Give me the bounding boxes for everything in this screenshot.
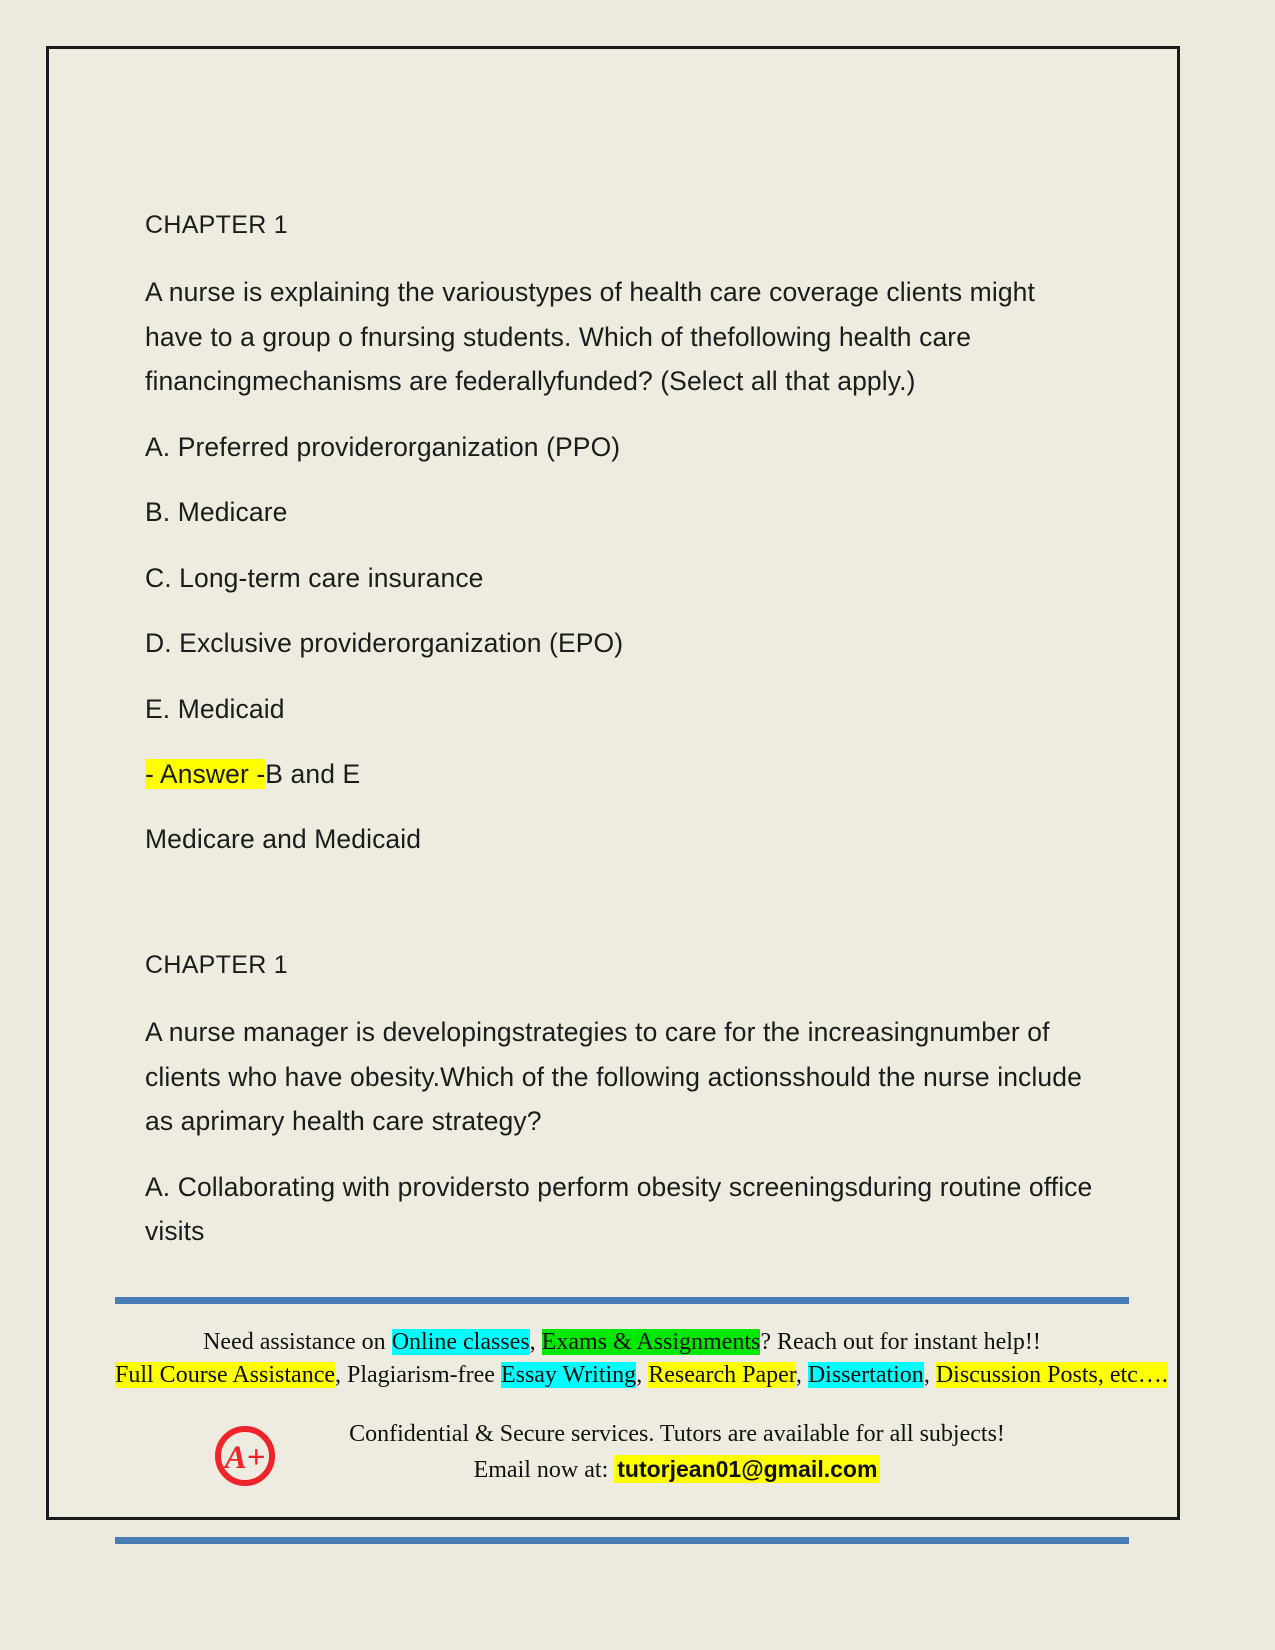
promo-l2-seg6: ,: [795, 1362, 808, 1389]
promo-l2-seg4: ,: [636, 1362, 649, 1389]
option-e-1: E. Medicaid: [145, 693, 285, 724]
promo-l1-seg5: ? Reach out for instant help!!: [760, 1329, 1041, 1355]
promo-online-classes: Online classes: [391, 1329, 530, 1355]
promo-l1-seg1: Need assistance on: [203, 1329, 392, 1355]
chapter-heading-1: CHAPTER 1: [145, 211, 289, 239]
confidential-notice: Confidential & Secure services. Tutors are available for all subjects!: [349, 1421, 1005, 1448]
promo-essay-writing: Essay Writing: [500, 1362, 637, 1389]
a-plus-grade-icon: [211, 1422, 279, 1490]
promo-line-2: [115, 1359, 1168, 1392]
answer-marker: - Answer -: [145, 759, 266, 790]
document-body: [145, 204, 1095, 1275]
page-footer: [115, 1297, 1168, 1508]
promo-discussion-posts: Discussion Posts, etc….: [935, 1362, 1168, 1389]
footer-bottom-rule: [115, 1537, 1129, 1544]
footer-top-rule: [115, 1297, 1129, 1304]
option-a-2: A. Collaborating with providersto perform obesity screeningsduring routine office visits: [145, 1171, 1093, 1247]
footer-contact-block: [115, 1416, 1129, 1508]
footer-promo-block: [115, 1326, 1168, 1392]
promo-l2-seg8: ,: [923, 1362, 936, 1389]
footer-bottom-rule-wrap: [115, 1537, 1129, 1544]
answer-explanation-1: Medicare and Medicaid: [145, 823, 422, 854]
answer-value: B and E: [265, 759, 361, 790]
promo-exams-assignments: Exams & Assignments: [541, 1329, 761, 1355]
email-line: [225, 1452, 1129, 1488]
option-c-1: C. Long-term care insurance: [145, 562, 484, 593]
email-prefix-label: Email now at:: [473, 1457, 615, 1484]
answer-line-1: [145, 752, 1095, 797]
option-d-1: D. Exclusive providerorganization (EPO): [145, 628, 624, 659]
svg-text:A+: A+: [224, 1440, 266, 1477]
section-spacer: [145, 882, 1095, 944]
promo-l2-seg2: , Plagiarism-free: [335, 1362, 501, 1389]
promo-line-1: [115, 1326, 1129, 1359]
question-text-2: A nurse manager is developingstrategies to care for the increasingnumber of clients who have obesity.Which of the following actionsshould the nurse include as aprimary health care strategy?: [145, 1017, 1082, 1137]
promo-dissertation: Dissertation: [807, 1362, 924, 1389]
promo-research-paper: Research Paper: [648, 1362, 796, 1389]
document-page: [46, 46, 1180, 1520]
option-b-1: B. Medicare: [145, 497, 288, 528]
option-a-1: A. Preferred providerorganization (PPO): [145, 431, 621, 462]
question-text-1: A nurse is explaining the varioustypes of health care coverage clients might have to a group o fnursing students. Which of thefollowing health care financingmechanisms are federallyfunded? (Select all that apply.): [145, 277, 1035, 397]
promo-l1-seg3: ,: [529, 1329, 542, 1355]
promo-full-course-assistance: Full Course Assistance: [115, 1362, 335, 1389]
contact-email-address[interactable]: tutorjean01@gmail.com: [614, 1455, 880, 1483]
chapter-heading-2: CHAPTER 1: [145, 951, 289, 980]
